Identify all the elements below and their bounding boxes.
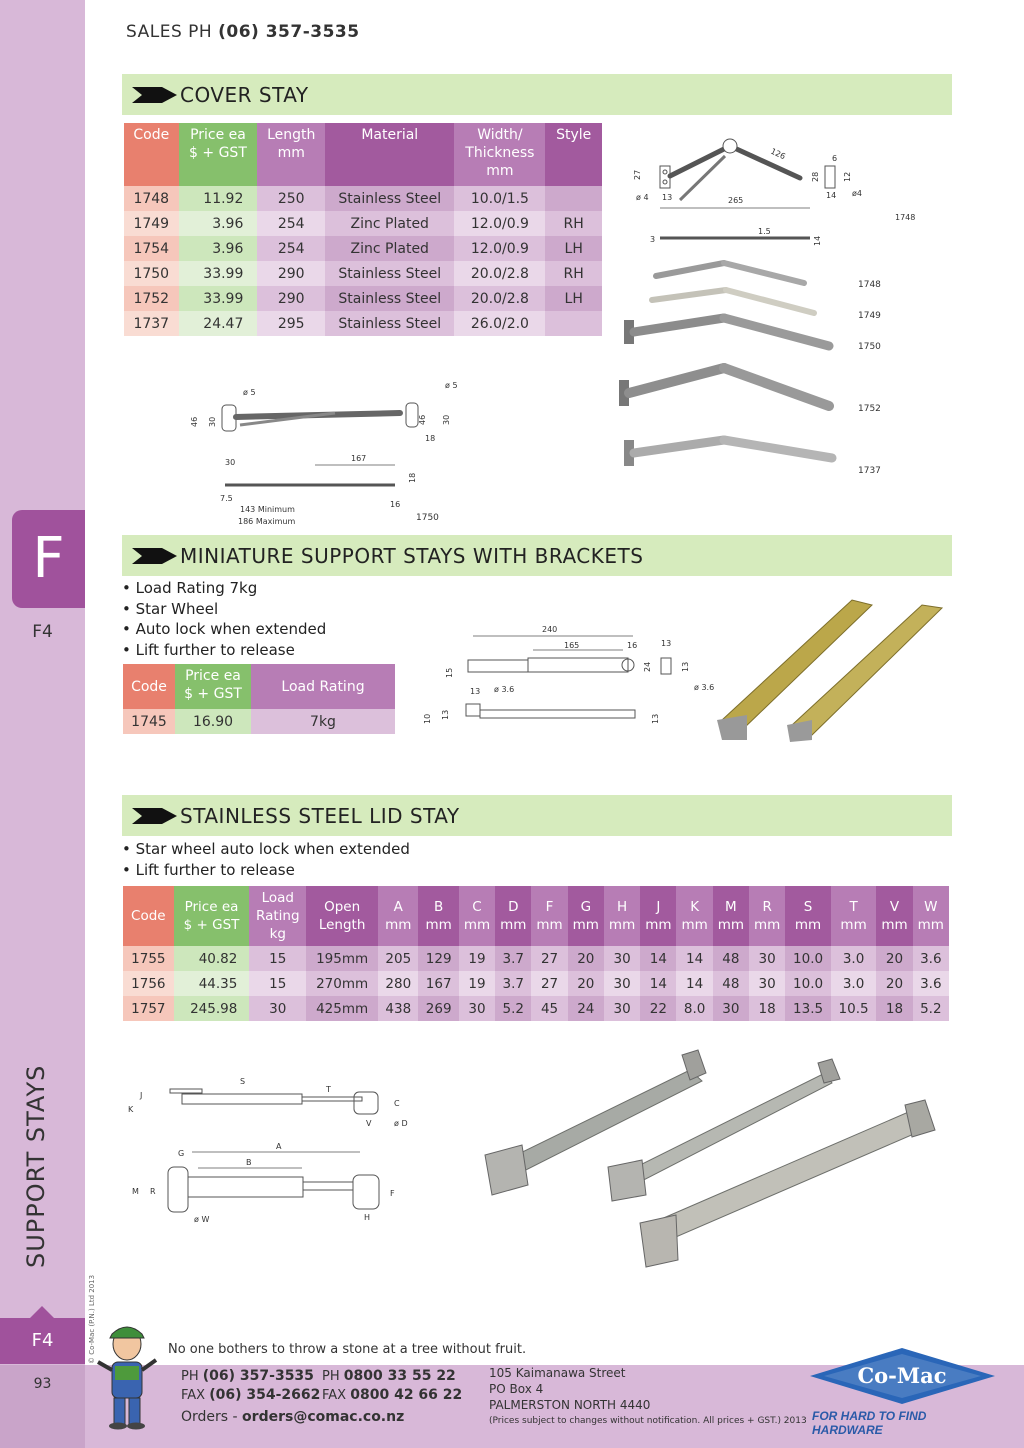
cell: Zinc Plated: [325, 211, 454, 236]
table-row: [124, 186, 602, 211]
address-line: 105 Kaimanawa Street: [489, 1366, 626, 1380]
drawing-code: 1750: [416, 513, 439, 523]
dim-label: 165: [564, 641, 580, 650]
cell: 269: [418, 996, 458, 1021]
feature-item: • Lift further to release: [122, 860, 410, 881]
cell: 30: [604, 946, 640, 971]
col-header: Open Length: [306, 886, 378, 946]
cell: 195mm: [306, 946, 378, 971]
section-title: COVER STAY: [180, 83, 309, 107]
dim-label: 16: [390, 500, 401, 509]
fax-label: FAX: [181, 1388, 206, 1403]
mini-stays-features: [122, 578, 326, 660]
orders-email-link[interactable]: orders@comac.co.nz: [242, 1409, 405, 1425]
cell: 45: [531, 996, 567, 1021]
col-header: B mm: [418, 886, 458, 946]
dim-label: 6: [832, 154, 838, 163]
cell: 12.0/0.9: [454, 211, 545, 236]
dim-label: 46: [190, 416, 199, 427]
cell: 3.0: [831, 946, 877, 971]
cell: 10.0: [785, 971, 831, 996]
col-header: Code: [123, 664, 175, 709]
dim-label: 12: [843, 171, 852, 182]
dim-label: 13: [662, 193, 673, 202]
cover-stay-1748-drawing: [620, 128, 920, 253]
cell: 20: [568, 946, 604, 971]
dim-label: A: [276, 1142, 282, 1151]
dim-label: H: [364, 1213, 371, 1222]
address-line: PO Box 4: [489, 1382, 544, 1396]
cell: 3.96: [179, 211, 258, 236]
table-row: [123, 996, 949, 1021]
table-row: [124, 211, 602, 236]
col-header: Material: [325, 123, 454, 186]
col-header: G mm: [568, 886, 604, 946]
cell: 24: [568, 996, 604, 1021]
address-line: PALMERSTON NORTH 4440: [489, 1398, 651, 1412]
cell: RH: [545, 261, 602, 286]
cell: 30: [459, 996, 495, 1021]
disclaimer: (Prices subject to changes without notification. All prices + GST.) 2013: [489, 1416, 807, 1426]
cell: 30: [604, 996, 640, 1021]
dim-label: ø 3.6: [694, 683, 715, 692]
cover-stay-1750-drawing: [185, 375, 458, 526]
cell: 20.0/2.8: [454, 261, 545, 286]
dim-label: 1.5: [758, 227, 771, 236]
cell: Stainless Steel: [325, 261, 454, 286]
col-header: Price ea $ + GST: [174, 886, 250, 946]
cell: 1755: [123, 946, 174, 971]
cell: 30: [713, 996, 749, 1021]
lid-stay-drawing: [122, 1072, 432, 1237]
cell: Zinc Plated: [325, 236, 454, 261]
cell: 1752: [124, 286, 179, 311]
cover-stay-photos: [614, 258, 854, 478]
section-title: MINIATURE SUPPORT STAYS WITH BRACKETS: [180, 544, 644, 568]
cell: 20.0/2.8: [454, 286, 545, 311]
dim-label: C: [394, 1099, 400, 1108]
footer-freephone-block: [322, 1367, 462, 1405]
dim-label: ø 3.6: [494, 685, 515, 694]
dim-label: 14: [826, 191, 837, 200]
table-header-row: [123, 886, 949, 946]
dim-label: 30: [208, 416, 217, 427]
cell: 205: [378, 946, 418, 971]
sales-phone: (06) 357-3535: [218, 22, 360, 42]
lid-stay-features: [122, 839, 410, 880]
cell: [545, 311, 602, 336]
cell: 3.7: [495, 971, 531, 996]
feature-item: • Star Wheel: [122, 599, 326, 620]
footer-phone-block: [181, 1367, 320, 1405]
sales-label: SALES PH: [126, 22, 213, 42]
logo-text: Co-Mac: [857, 1363, 947, 1388]
cell: 438: [378, 996, 418, 1021]
col-header: C mm: [459, 886, 495, 946]
dim-label: 13: [651, 713, 660, 724]
col-header: Price ea $ + GST: [179, 123, 258, 186]
dim-label: 143 Minimum: [240, 505, 295, 514]
cell: 20: [876, 946, 912, 971]
cell: 1745: [123, 709, 175, 734]
dim-label: 14: [813, 235, 822, 246]
dim-label: S: [240, 1077, 246, 1086]
dim-label: ø 4: [636, 193, 649, 202]
dim-label: 13: [661, 639, 672, 648]
col-header: W mm: [913, 886, 949, 946]
col-header: H mm: [604, 886, 640, 946]
fax-number: (06) 354-2662: [209, 1387, 321, 1403]
cell: 1757: [123, 996, 174, 1021]
col-header: T mm: [831, 886, 877, 946]
table-row: [124, 311, 602, 336]
col-header: R mm: [749, 886, 785, 946]
cell: 27: [531, 971, 567, 996]
cell: 10.0: [785, 946, 831, 971]
dim-label: ø4: [852, 189, 862, 198]
cell: 19: [459, 946, 495, 971]
cell: 3.6: [913, 946, 949, 971]
dim-label: F: [390, 1189, 395, 1198]
arrow-icon: [132, 808, 177, 824]
cell: 3.0: [831, 971, 877, 996]
cell: 30: [749, 946, 785, 971]
cell: 254: [257, 211, 325, 236]
cell: 295: [257, 311, 325, 336]
footer-address: [489, 1365, 807, 1429]
cell: Stainless Steel: [325, 186, 454, 211]
cell: 48: [713, 971, 749, 996]
photo-label: 1750: [858, 342, 881, 352]
cell: 245.98: [174, 996, 250, 1021]
ph-number: (06) 357-3535: [202, 1368, 314, 1384]
cell: 18: [749, 996, 785, 1021]
table-row: [123, 946, 949, 971]
ph-label: PH: [181, 1369, 199, 1384]
cell: 30: [604, 971, 640, 996]
cell: 270mm: [306, 971, 378, 996]
photo-label: 1752: [858, 404, 881, 414]
dim-label: 18: [425, 434, 436, 443]
col-header: Width/ Thickness mm: [454, 123, 545, 186]
cell: 33.99: [179, 286, 258, 311]
cell: 129: [418, 946, 458, 971]
mini-stay-photo: [712, 590, 952, 745]
dim-label: V: [366, 1119, 372, 1128]
cell: 5.2: [913, 996, 949, 1021]
feature-item: • Star wheel auto lock when extended: [122, 839, 410, 860]
cell: 44.35: [174, 971, 250, 996]
footer-orders: [181, 1408, 404, 1427]
arrow-icon: [132, 548, 177, 564]
dim-label: 7.5: [220, 494, 233, 503]
cell: 20: [568, 971, 604, 996]
cell: 1749: [124, 211, 179, 236]
cell: 14: [640, 946, 676, 971]
dim-label: 13: [441, 709, 450, 720]
dim-label: G: [178, 1149, 185, 1158]
cell: 14: [676, 971, 712, 996]
copyright: © Co-Mac (P.N.) Ltd 2013: [88, 1274, 96, 1364]
cell: Stainless Steel: [325, 311, 454, 336]
cell: 16.90: [175, 709, 251, 734]
lid-stay-section-bar: [122, 795, 952, 836]
cell: 15: [249, 971, 306, 996]
cell: 425mm: [306, 996, 378, 1021]
cell: 30: [249, 996, 306, 1021]
cell: 250: [257, 186, 325, 211]
stay-photo-1752: [619, 368, 829, 406]
cell: 1754: [124, 236, 179, 261]
dim-label: 10: [423, 713, 432, 724]
cell: 10.0/1.5: [454, 186, 545, 211]
cell: 40.82: [174, 946, 250, 971]
table-row: [124, 261, 602, 286]
dim-label: 18: [408, 472, 417, 483]
cell: RH: [545, 211, 602, 236]
section-tab: F: [12, 510, 85, 608]
dim-label: 30: [442, 414, 451, 425]
photo-label: 1737: [858, 466, 881, 476]
dim-label: M: [132, 1187, 139, 1196]
col-header: Code: [124, 123, 179, 186]
lid-stay-table: [123, 886, 949, 1021]
dim-label: ø 5: [243, 388, 256, 397]
drawing-code: 1748: [895, 213, 916, 222]
orders-label: Orders -: [181, 1409, 238, 1425]
cell: 3.6: [913, 971, 949, 996]
cell: 11.92: [179, 186, 258, 211]
feature-item: • Lift further to release: [122, 640, 326, 661]
fax2-number: 0800 42 66 22: [350, 1387, 463, 1403]
cell: 27: [531, 946, 567, 971]
dim-label: J: [140, 1091, 143, 1100]
dim-label: K: [128, 1105, 134, 1114]
fax2-label: FAX: [322, 1388, 347, 1403]
lid-stay-photo: [480, 1045, 950, 1270]
dim-label: ø D: [394, 1119, 408, 1128]
col-header: Load Rating: [251, 664, 395, 709]
cell: Stainless Steel: [325, 286, 454, 311]
cell: 280: [378, 971, 418, 996]
category-title: SUPPORT STAYS: [22, 1064, 50, 1268]
logo-mark: [810, 1346, 995, 1406]
stay-photo-1749: [652, 290, 814, 313]
dim-label: 3: [650, 235, 656, 244]
dim-label: 13: [681, 661, 690, 672]
col-header: Length mm: [257, 123, 325, 186]
cell: 5.2: [495, 996, 531, 1021]
col-header: Price ea $ + GST: [175, 664, 251, 709]
dim-label: 13: [470, 687, 481, 696]
feature-item: • Load Rating 7kg: [122, 578, 326, 599]
cell: 18: [876, 996, 912, 1021]
table-row: [124, 286, 602, 311]
cell: LH: [545, 286, 602, 311]
cell: 12.0/0.9: [454, 236, 545, 261]
section-code: F4: [32, 622, 53, 642]
ph2-label: PH: [322, 1369, 340, 1384]
cover-stay-section-bar: [122, 74, 952, 115]
cell: 22: [640, 996, 676, 1021]
col-header: K mm: [676, 886, 712, 946]
col-header: Code: [123, 886, 174, 946]
col-header: J mm: [640, 886, 676, 946]
mini-stays-section-bar: [122, 535, 952, 576]
cell: 167: [418, 971, 458, 996]
dim-label: R: [150, 1187, 156, 1196]
cell: LH: [545, 236, 602, 261]
cell: 8.0: [676, 996, 712, 1021]
dim-label: B: [246, 1158, 252, 1167]
table-header-row: [123, 664, 395, 709]
dim-label: 265: [728, 196, 744, 205]
cell: 3.7: [495, 946, 531, 971]
cell: 254: [257, 236, 325, 261]
col-header: S mm: [785, 886, 831, 946]
cell: 48: [713, 946, 749, 971]
cell: 290: [257, 286, 325, 311]
dim-label: 240: [542, 625, 558, 634]
cell: 1737: [124, 311, 179, 336]
section-title: STAINLESS STEEL LID STAY: [180, 804, 460, 828]
photo-label: 1748: [858, 280, 881, 290]
stay-photo-1750: [624, 318, 829, 346]
cell: 20: [876, 971, 912, 996]
cell: 290: [257, 261, 325, 286]
cell: 1756: [123, 971, 174, 996]
mini-stays-table: [123, 664, 395, 734]
col-header: D mm: [495, 886, 531, 946]
dim-label: 30: [225, 458, 236, 467]
ph2-number: 0800 33 55 22: [343, 1368, 456, 1384]
cell: 15: [249, 946, 306, 971]
stay-photo-1737: [624, 440, 832, 466]
dim-label: ø W: [194, 1215, 210, 1224]
cell: 26.0/2.0: [454, 311, 545, 336]
col-header: Style: [545, 123, 602, 186]
cell: 14: [676, 946, 712, 971]
cell: 1748: [124, 186, 179, 211]
mini-stay-drawing: [418, 620, 718, 740]
arrow-icon: [132, 87, 177, 103]
cell: 1750: [124, 261, 179, 286]
photo-label: 1749: [858, 311, 881, 321]
cell: 24.47: [179, 311, 258, 336]
sales-phone-header: [126, 22, 360, 42]
col-header: M mm: [713, 886, 749, 946]
table-row: [123, 709, 395, 734]
col-header: A mm: [378, 886, 418, 946]
cell: 13.5: [785, 996, 831, 1021]
table-header-row: [124, 123, 602, 186]
mascot-illustration: [92, 1322, 162, 1430]
dim-label: 186 Maximum: [238, 517, 296, 526]
cell: 33.99: [179, 261, 258, 286]
cell: 19: [459, 971, 495, 996]
cell: 10.5: [831, 996, 877, 1021]
dim-label: 167: [351, 454, 367, 463]
footer-quote: No one bothers to throw a stone at a tree without fruit.: [168, 1342, 527, 1357]
tagline: FOR HARD TO FIND HARDWARE: [812, 1409, 927, 1437]
table-row: [124, 236, 602, 261]
bottom-section-code: F4: [0, 1318, 85, 1364]
dim-label: ø 5: [445, 381, 458, 390]
stay-photo-1748: [656, 263, 804, 283]
col-header: F mm: [531, 886, 567, 946]
dim-label: 15: [445, 667, 454, 678]
dim-label: 28: [811, 171, 820, 182]
col-header: V mm: [876, 886, 912, 946]
dim-label: 27: [633, 169, 642, 180]
cell: 14: [640, 971, 676, 996]
comac-logo: [810, 1346, 995, 1436]
table-row: [123, 971, 949, 996]
feature-item: • Auto lock when extended: [122, 619, 326, 640]
cell: 30: [749, 971, 785, 996]
cell: 3.96: [179, 236, 258, 261]
dim-label: T: [326, 1085, 331, 1094]
cell: 7kg: [251, 709, 395, 734]
cover-stay-table: [124, 123, 602, 336]
dim-label: 46: [418, 414, 427, 425]
dim-label: 16: [627, 641, 638, 650]
col-header: Load Rating kg: [249, 886, 306, 946]
dim-label: 24: [643, 661, 652, 672]
cell: [545, 186, 602, 211]
dim-label: 126: [769, 146, 787, 162]
page-number: 93: [33, 1376, 52, 1392]
